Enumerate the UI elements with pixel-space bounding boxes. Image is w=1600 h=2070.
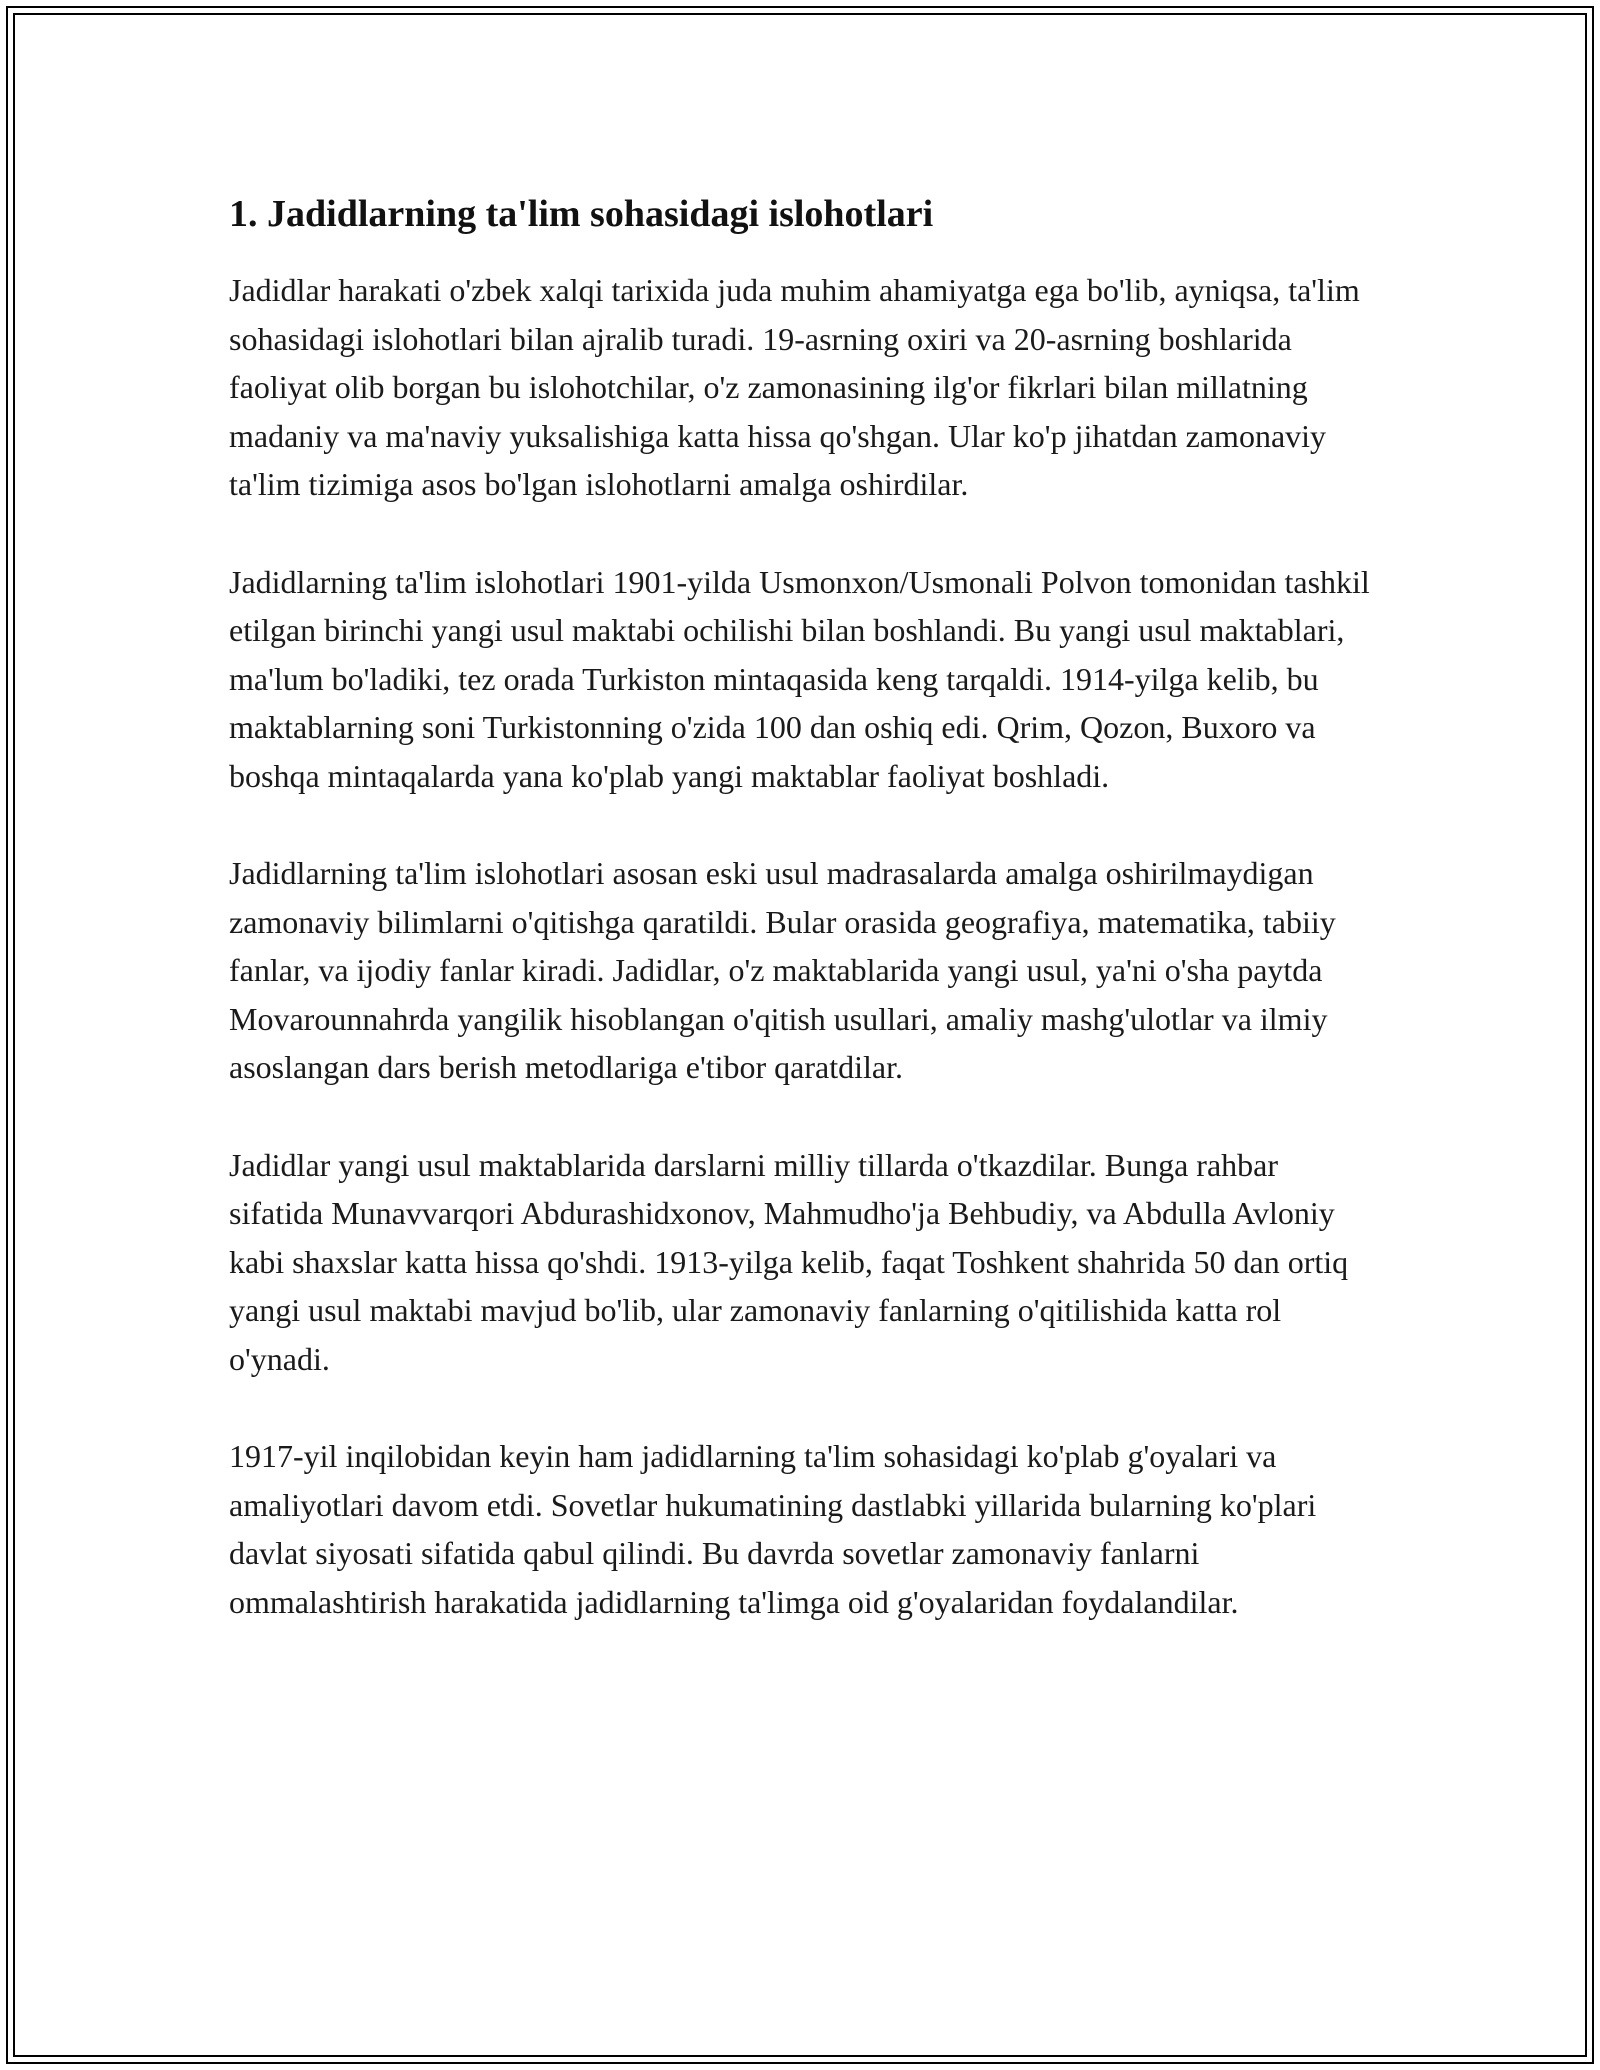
paragraph-5: 1917-yil inqilobidan keyin ham jadidlarning ta'lim sohasidagi ko'plab g'oyalari va amaliyotlari davom etdi. Sovetlar hukumatining dastlabki yillarida bularning ko'plari davlat siyosati sifatida qabul qilindi. Bu davrda sovetlar zamonaviy fanlarni ommalashtirish harakatida jadidlarning ta'limga oid g'oyalaridan foydalandilar.: [229, 1438, 1317, 1620]
section-heading: 1. Jadidlarning ta'lim sohasidagi islohotlari: [229, 193, 934, 235]
paragraph-1: Jadidlar harakati o'zbek xalqi tarixida juda muhim ahamiyatga ega bo'lib, ayniqsa, ta'lim sohasidagi islohotlari bilan ajralib turadi. 19-asrning oxiri va 20-asrning boshlarida faoliyat olib borgan bu islohotchilar, o'z zamonasining ilg'or fikrlari bilan millatning madaniy va ma'naviy yuksalishiga katta hissa qo'shgan. Ular ko'p jihatdan zamonaviy ta'lim tizimiga asos bo'lgan islohotlarni amalga oshirdilar.: [229, 272, 1360, 502]
paragraph-4: Jadidlar yangi usul maktablarida darslarni milliy tillarda o'tkazdilar. Bunga rahbar sifatida Munavvarqori Abdurashidxonov, Mahmudho'ja Behbudiy, va Abdulla Avloniy kabi shaxslar katta hissa qo'shdi. 1913-yilga kelib, faqat Toshkent shahrida 50 dan ortiq yangi usul maktabi mavjud bo'lib, ular zamonaviy fanlarning o'qitilishida katta rol o'ynadi.: [229, 1146, 1349, 1377]
paragraph-2: Jadidlarning ta'lim islohotlari 1901-yilda Usmonxon/Usmonali Polvon tomonidan tashkil etilgan birinchi yangi usul maktabi ochilishi bilan boshlandi. Bu yangi usul maktablari, ma'lum bo'ladiki, tez orada Turkiston mintaqasida keng tarqaldi. 1914-yilga kelib, bu maktablarning soni Turkistonning o'zida 100 dan oshiq edi. Qrim, Qozon, Buxoro va boshqa mintaqalarda yana ko'plab yangi maktablar faoliyat boshladi.: [229, 563, 1370, 794]
document-body: [229, 190, 1374, 1675]
paragraph-3: Jadidlarning ta'lim islohotlari asosan eski usul madrasalarda amalga oshirilmaydigan zamonaviy bilimlarni o'qitishga qaratildi. Bular orasida geografiya, matematika, tabiiy fanlar, va ijodiy fanlar kiradi. Jadidlar, o'z maktablarida yangi usul, ya'ni o'sha paytda Movarounnahrda yangilik hisoblangan o'qitish usullari, amaliy mashg'ulotlar va ilmiy asoslangan dars berish metodlariga e'tibor qaratdilar.: [229, 855, 1336, 1085]
